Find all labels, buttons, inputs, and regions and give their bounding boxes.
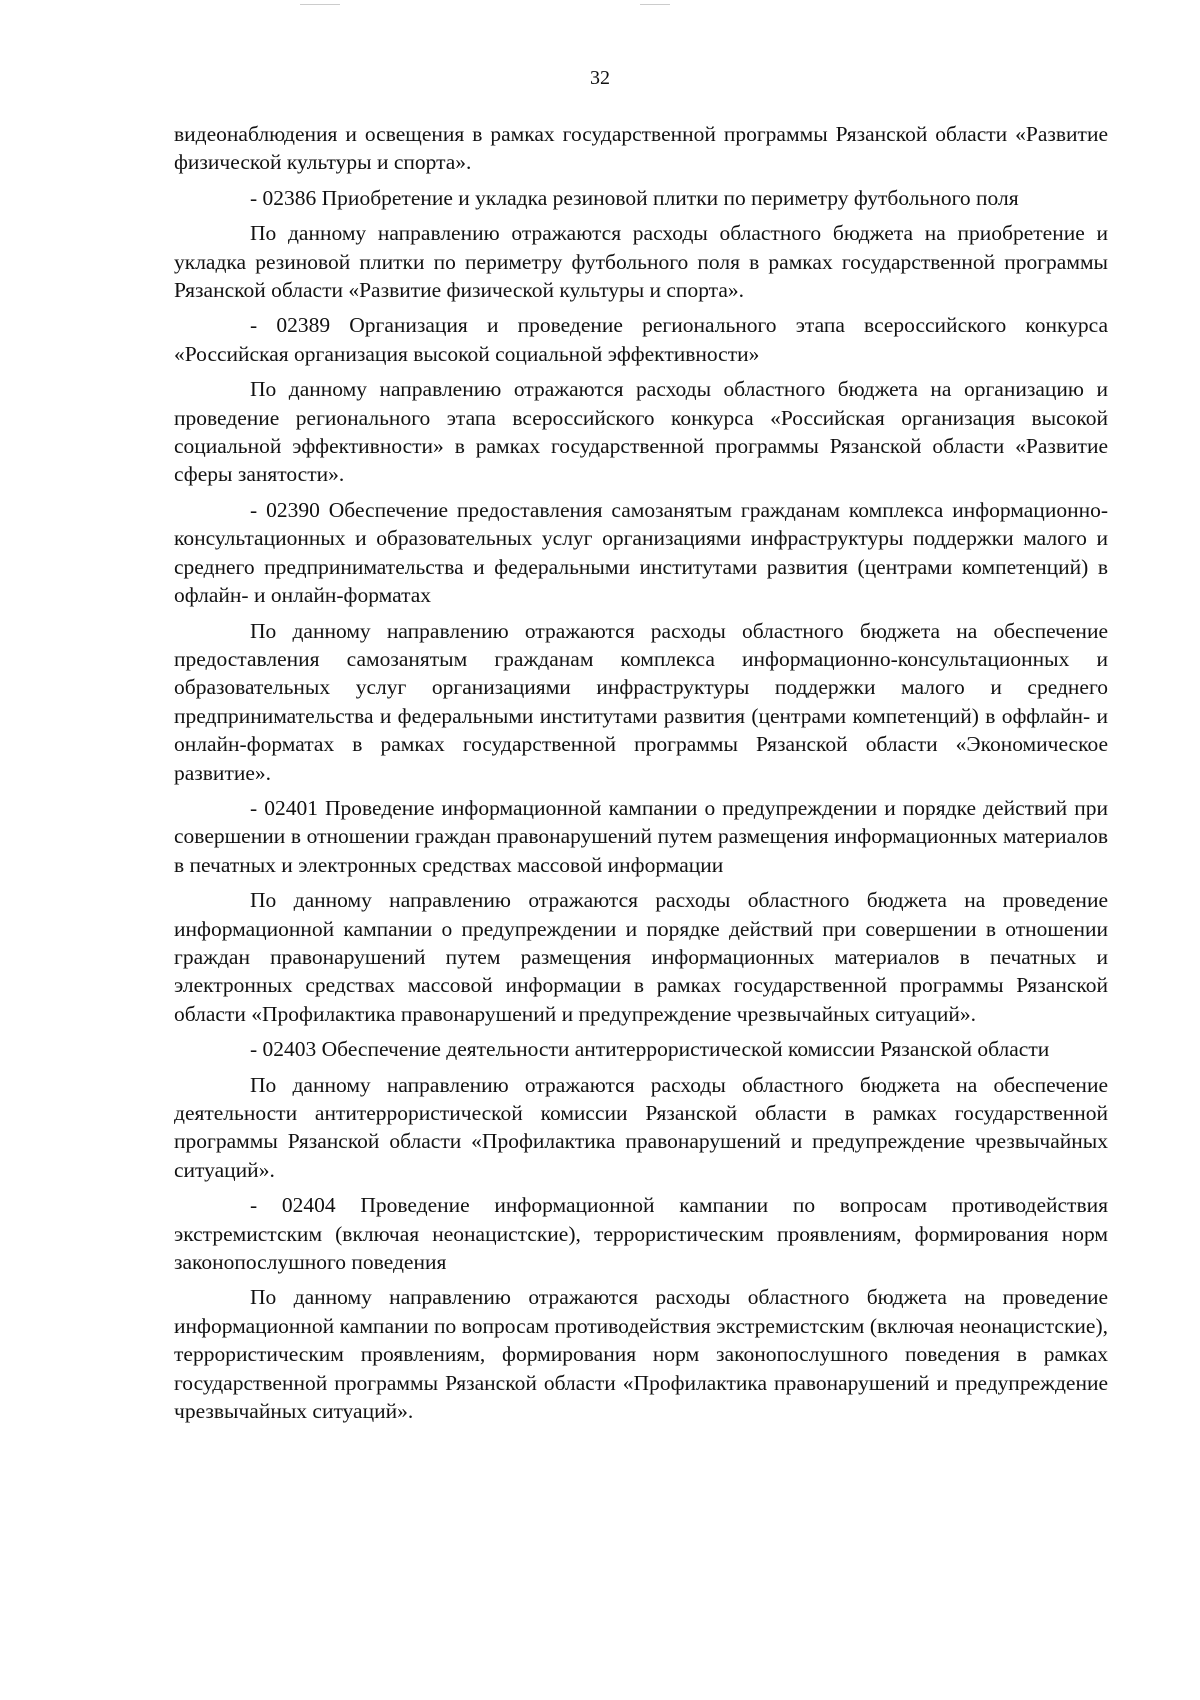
document-body bbox=[174, 120, 1108, 1432]
section-body-02389: По данному направлению отражаются расходы областного бюджета на организацию и проведение регионального этапа всероссийского конкурса «Российская организация высокой социальной эффективности» в рамках государственной программы Рязанской области «Развитие сферы занятости». bbox=[174, 377, 1108, 487]
scan-artifact bbox=[300, 4, 340, 5]
section-body-02390: По данному направлению отражаются расходы областного бюджета на обеспечение предоставления самозанятым гражданам комплекса информационно-консультационных и образовательных услуг организациями инфраструктуры поддержки малого и среднего предпринимательства и федеральными институтами развития (центрами компетенций) в оффлайн- и онлайн-форматах в рамках государственной программы Рязанской области «Экономическое развитие». bbox=[174, 618, 1108, 785]
section-heading-02403: - 02403 Обеспечение деятельности антитеррористической комиссии Рязанской области bbox=[250, 1037, 1050, 1062]
section-heading-02404: - 02404 Проведение информационной кампании по вопросам противодействия экстремистским (включая неонацистские), террористическим проявлениям, формирования норм законопослушного поведения bbox=[174, 1193, 1108, 1275]
section-body-02403: По данному направлению отражаются расходы областного бюджета на обеспечение деятельности антитеррористической комиссии Рязанской области в рамках государственной программы Рязанской области «Профилактика правонарушений и предупреждение чрезвычайных ситуаций». bbox=[174, 1072, 1108, 1182]
section-heading-02389: - 02389 Организация и проведение регионального этапа всероссийского конкурса «Российская организация высокой социальной эффективности» bbox=[174, 313, 1108, 366]
continuation-paragraph: видеонаблюдения и освещения в рамках государственной программы Рязанской области «Развитие физической культуры и спорта». bbox=[174, 122, 1108, 175]
section-body-02401: По данному направлению отражаются расходы областного бюджета на проведение информационной кампании о предупреждении и порядке действий при совершении в отношении граждан правонарушений путем размещения информационных материалов в печатных и электронных средствах массовой информации в рамках государственной программы Рязанской области «Профилактика правонарушений и предупреждение чрезвычайных ситуаций». bbox=[174, 888, 1108, 1026]
section-body-02386: По данному направлению отражаются расходы областного бюджета на приобретение и укладка резиновой плитки по периметру футбольного поля в рамках государственной программы Рязанской области «Развитие физической культуры и спорта». bbox=[174, 221, 1108, 303]
section-heading-02390: - 02390 Обеспечение предоставления самозанятым гражданам комплекса информационно-консультационных и образовательных услуг организациями инфраструктуры поддержки малого и среднего предпринимательства и федеральными институтами развития (центрами компетенций) в офлайн- и онлайн-форматах bbox=[174, 497, 1108, 608]
section-body-02404: По данному направлению отражаются расходы областного бюджета на проведение информационной кампании по вопросам противодействия экстремистским (включая неонацистские), террористическим проявлениям, формирования норм законопослушного поведения в рамках государственной программы Рязанской области «Профилактика правонарушений и предупреждение чрезвычайных ситуаций». bbox=[174, 1285, 1108, 1424]
section-heading-02401: - 02401 Проведение информационной кампании о предупреждении и порядке действий при совершении в отношении граждан правонарушений путем размещения информационных материалов в печатных и электронных средствах массовой информации bbox=[174, 795, 1108, 877]
section-heading-02386: - 02386 Приобретение и укладка резиновой плитки по периметру футбольного поля bbox=[250, 185, 1019, 210]
page-number: 32 bbox=[590, 67, 610, 89]
scan-artifact bbox=[640, 4, 670, 5]
